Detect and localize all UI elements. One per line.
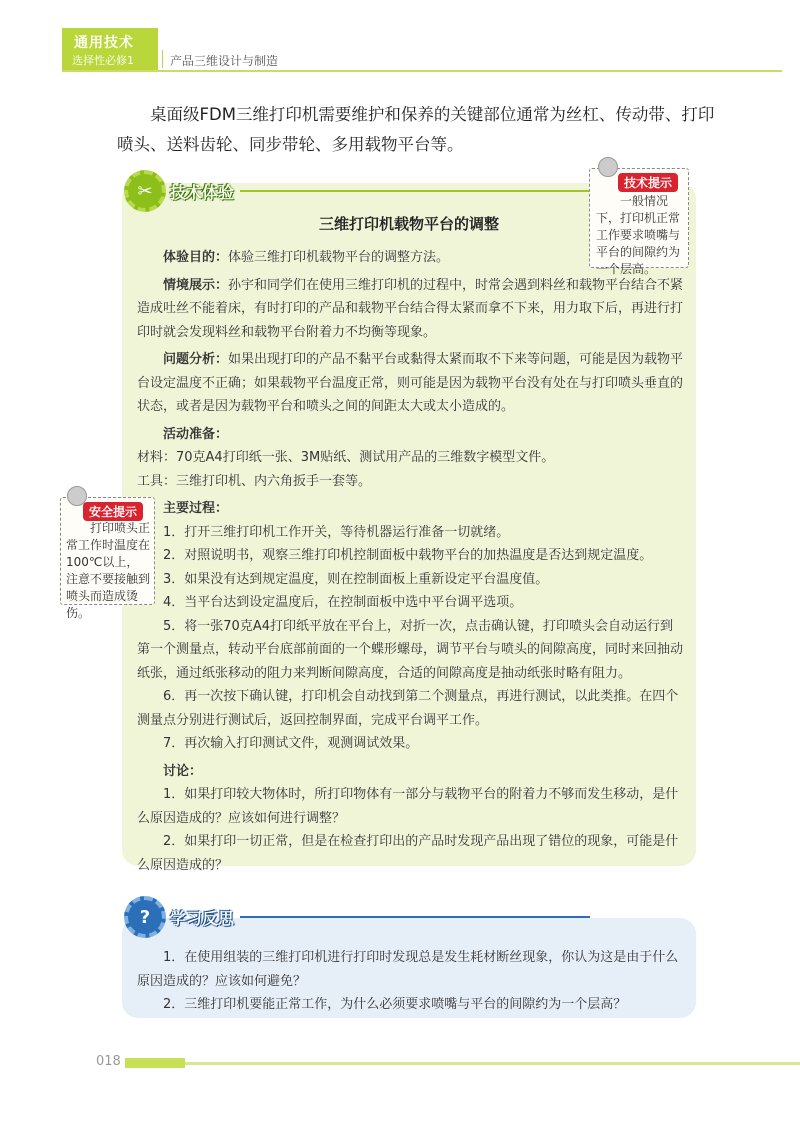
tech-tip-note <box>589 168 689 276</box>
step-item: 4．当平台达到设定温度后，在控制面板中选中平台调平选项。 <box>163 595 523 610</box>
reflection-item: 2．三维打印机要能正常工作，为什么必须要求喷嘴与平台的间隙约为一个层高？ <box>163 997 627 1012</box>
analysis-text: 如果出现打印的产品不黏平台或黏得太紧而取不下来等问题，可能是因为载物平台设定温度不正确；如果载物平台温度正常，则可能是因为载物平台没有处在与打印喷头垂直的状态，或者是因为载物平台和喷头之间的间距太大或太小造成的。 <box>137 352 684 414</box>
reflection-section-label: 学习反思 <box>170 909 235 928</box>
reflection-item: 1．在使用组装的三维打印机进行打印时发现总是发生耗材断丝现象，你认为这是由于什么原因造成的？应该如何避免？ <box>137 950 679 989</box>
safety-tip-note <box>60 497 155 620</box>
experience-title: 三维打印机载物平台的调整 <box>318 215 499 233</box>
prep-label: 活动准备： <box>163 426 229 442</box>
materials-line: 材料：70克A4打印纸一张、3M贴纸、测试用产品的三维数字模型文件。 <box>137 450 555 465</box>
gear-wrench-icon: ✂ <box>124 170 166 212</box>
step-item: 3．如果没有达到规定温度，则在控制面板上重新设定平台温度值。 <box>163 571 549 587</box>
footer-rule <box>125 1062 800 1065</box>
analysis-paragraph <box>137 348 685 419</box>
discussion-item: 1．如果打印较大物体时，所打印物体有一部分与载物平台的附着力不够而发生移动，是什么原因造成的？应该如何进行调整？ <box>137 787 679 826</box>
section-rule <box>240 916 590 918</box>
step-item: 5．将一张70克A4打印纸平放在平台上，对折一次，点击确认键，打印喷头会自动运行到第一个测量点，转动平台底部前面的一个蝶形螺母，调节平台与喷头的间隙高度，同时来回抽动纸张，通过纸张移动的阻力来判断间隙高度，合适的间隙高度是抽动纸张时略有阻力。 <box>137 618 684 681</box>
series-badge <box>62 28 158 70</box>
book-title: 产品三维设计与制造 <box>170 54 279 68</box>
experience-section-label: 技术体验 <box>170 183 235 202</box>
section-rule <box>240 190 590 192</box>
series-title: 通用技术 <box>74 35 134 51</box>
scenario-paragraph <box>137 274 685 345</box>
safety-tip-head: 安全提示 <box>83 502 143 521</box>
step-item: 1．打开三维打印机工作开关，等待机器运行准备一切就绪。 <box>163 524 510 540</box>
page-number: 018 <box>96 1054 121 1069</box>
analysis-label: 问题分析： <box>163 352 229 367</box>
tech-tip-text: 一般情况下，打印机正常工作要求喷嘴与平台的间隙约为一个层高。 <box>596 194 681 276</box>
robot-icon <box>598 157 618 177</box>
scenario-text: 孙宇和同学们在使用三维打印机的过程中，时常会遇到料丝和载物平台结合不紧造成吐丝不能着床，有时打印的产品和载物平台结合得太紧而拿不下来，用力取下后，再进行打印时就会发现料丝和载物平台附着力不均衡等现象。 <box>137 277 684 340</box>
discussion-label: 讨论： <box>163 763 203 779</box>
process-label: 主要过程： <box>163 501 229 516</box>
tools-line: 工具：三维打印机、内六角扳手一套等。 <box>137 473 372 489</box>
reflection-body <box>137 946 685 1017</box>
step-item: 2．对照说明书，观察三维打印机控制面板中载物平台的加热温度是否达到规定温度。 <box>163 548 653 563</box>
intro-paragraph: 桌面级FDM三维打印机需要维护和保养的关键部位通常为丝杠、传动带、打印喷头、送料齿轮、同步带轮、多用载物平台等。 <box>117 105 715 154</box>
header-rule <box>62 70 782 72</box>
safety-tip-text: 打印喷头正常工作时温度在100℃以上，注意不要接触到喷头而造成烫伤。 <box>66 521 151 620</box>
purpose-label: 体验目的： <box>163 250 229 265</box>
tech-tip-head: 技术提示 <box>618 173 678 192</box>
purpose-text: 体验三维打印机载物平台的调整方法。 <box>228 250 450 265</box>
discussion-item: 2．如果打印一切正常，但是在检查打印出的产品时发现产品出现了错位的现象，可能是什么原因造成的？ <box>137 834 679 873</box>
header-separator <box>162 50 163 68</box>
experience-body <box>137 246 685 877</box>
question-gear-icon: ? <box>124 896 166 938</box>
step-item: 7．再次输入打印测试文件，观测调试效果。 <box>163 736 419 751</box>
scenario-label: 情境展示： <box>163 277 229 293</box>
series-volume: 选择性必修1 <box>72 54 134 67</box>
footer-accent <box>125 1058 185 1068</box>
step-item: 6．再一次按下确认键，打印机会自动找到第二个测量点，再进行测试，以此类推。在四个测量点分别进行测试后，返回控制界面，完成平台调平工作。 <box>137 689 679 728</box>
